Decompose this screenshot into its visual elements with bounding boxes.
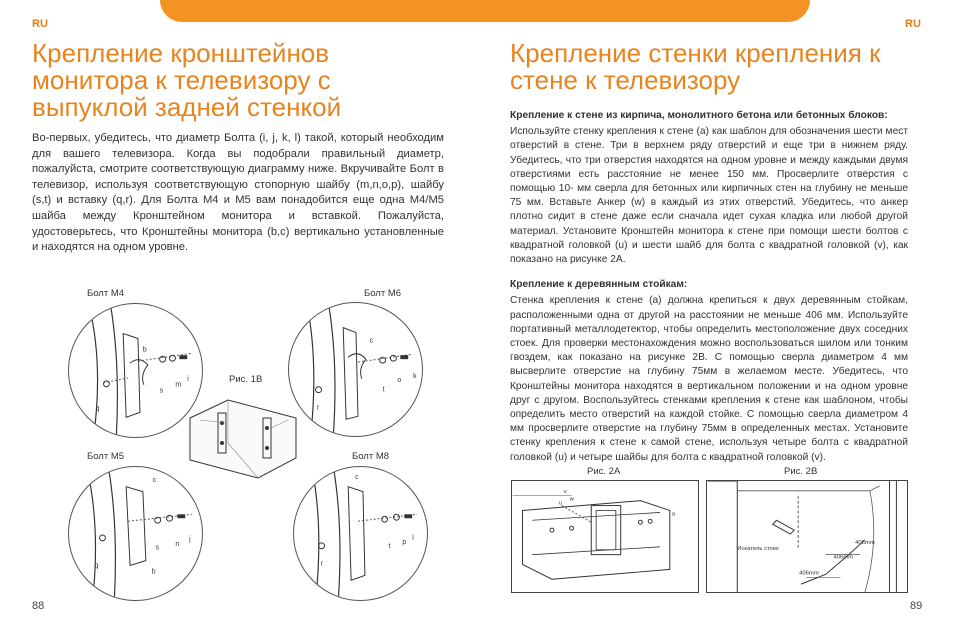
letter-k: k (413, 372, 417, 380)
language-label-left: RU (32, 18, 48, 30)
stud-finder-label: Искатель стоек (737, 545, 779, 552)
letter-w: w (569, 496, 574, 503)
bolt-m4-diagram (68, 303, 203, 438)
letter-n: n (175, 540, 180, 548)
letter-r: r (316, 404, 319, 412)
bolt-m5-label: Болт M5 (87, 451, 125, 462)
letter-v: v (563, 488, 567, 495)
dim-bottom-label: 406mm (799, 570, 819, 577)
letter-c: c (355, 473, 359, 481)
bolt-m6-diagram (288, 302, 423, 437)
section-brick-body: Используйте стенку крепления к стене (a) как шаблон для обозначения шести мест отверстий в стене. Три в верхнем ряду отверстий и еще три в нижнем ряду. Убедитесь, что три отверстия находятся на одном уровне и между каждыми двумя отверстиями есть расстояние не менее 150 мм. Просверлите отверстия с помощью 10- мм сверла для бетонных или кирпичных стен на глубину не меньше 75 мм. Вставьте Анкер (w) в каждый из этих отверстий. Убедитесь, что анкер плотно сидит в стене даже если сначала идет сухая кладка или любой другой материал. Установите Кронштейн монитора к стене при помощи шести болтов с квадратной головкой (u) и шести шайб для болта с квадратной головкой (v), как показано на рисунке 2A. (510, 126, 908, 266)
letter-s: s (159, 387, 164, 395)
fig-2b-label: Рис. 2B (784, 466, 818, 477)
language-label-right: RU (905, 18, 921, 30)
fig-2a-diagram (511, 480, 699, 593)
fig-1b-drawing (188, 398, 298, 480)
fig-2b-diagram (706, 480, 908, 593)
letter-q: q (94, 562, 99, 570)
page-number-left: 88 (32, 600, 45, 612)
page-number-right: 89 (910, 600, 923, 612)
fig-1b-label: Рис. 1B (229, 374, 263, 385)
letter-b: b (142, 346, 147, 354)
left-page-body: Во-первых, убедитесь, что диаметр Болта (i, j, k, l) такой, который необходим для вашего телевизора. Когда вы подобрали правильный диаметр, пожалуйста, смотрите соответствующую диаграмму ниже. Вкручивайте Болт в телевизор, используя соответствующую стопорную шайбу (m,n,o,p), шайбу (s,t) и вставку (q,r). Для Болта M4 и M5 вам понадобится еще одна M4/M5 шайба между Кронштейном монитора и вставкой. Пожалуйста, удостоверьтесь, что Кронштейны монитора (b,c) вертикально установленные и находятся на одном уровне. (32, 132, 444, 254)
letter-t: t (382, 386, 385, 394)
letter-u: u (558, 500, 563, 507)
fig-2a-drawing (512, 481, 698, 592)
letter-m: m (175, 381, 182, 389)
section-wood-body: Стенка крепления к стене (a) должна крепиться к двух деревянным стойкам, расположенными одна от другой на расстоянии не меньше 406 мм. Используйте портативный металлодетектор, чтобы определить местоположение двух соседних стоек. Для проверки местонахождения можно воспользоваться шилом или тонким гвоздем, как показано на рисунке 2B. С помощью сверла диаметром 4 мм высверлите отверстие на глубину 75мм в желаемом месте. Убедитесь, что Кронштейны монитора находятся в вертикальном положении и на одном уровне друг с другом. Воспользуйтесь стенками крепления к стене как шаблоном, чтобы определить место отверстий на каждой стойке. С помощью сверла диаметром 4 мм просверлите отверстие на глубину 75мм в определенных местах. Установите стенку крепления к стене к самой стене, используя четыре болта с квадратной головкой (u) и четыре шайбы для болта с квадратной головкой (v). (510, 295, 908, 463)
letter-r: r (320, 560, 323, 568)
section-wood-heading: Крепление к деревянным стойкам: (510, 279, 688, 291)
letter-l: l (412, 534, 414, 542)
section-brick-heading: Крепление к стене из кирпича, монолитного бетона или бетонных блоков: (510, 110, 888, 121)
dim-mid-label: 406mm (833, 554, 854, 561)
letter-j: j (189, 535, 191, 543)
fig-2a-label: Рис. 2A (587, 466, 621, 477)
letter-a: a (671, 511, 676, 518)
bolt-m4-drawing (69, 304, 202, 437)
letter-o: o (397, 376, 402, 384)
bolt-m6-drawing (289, 303, 422, 436)
bolt-m5-drawing (69, 467, 202, 600)
left-page-title: Крепление кронштейнов монитора к телевизору с выпуклой задней стенкой (32, 38, 342, 122)
bolt-m8-label: Болт M8 (352, 451, 390, 462)
letter-q: q (95, 405, 100, 413)
letter-s: s (155, 544, 160, 552)
right-page-body (510, 109, 908, 467)
letter-b: b (151, 568, 156, 576)
dim-top-label: 406mm (855, 539, 875, 546)
bolt-m6-label: Болт M6 (364, 288, 402, 299)
bolt-m8-drawing (294, 467, 427, 600)
right-page-title: Крепление стенки крепления к стене к телевизору (510, 38, 881, 95)
bolt-m8-diagram (293, 466, 428, 601)
letter-i: i (187, 375, 189, 383)
letter-c: c (152, 476, 157, 484)
bolt-m4-label: Болт M4 (87, 288, 125, 299)
letter-t: t (388, 542, 391, 550)
bolt-m5-diagram (68, 466, 203, 601)
header-orange-tab (160, 0, 810, 22)
letter-p: p (402, 538, 407, 546)
letter-c: c (369, 337, 374, 345)
fig-2b-drawing (707, 481, 907, 592)
fig-1b-diagram (188, 398, 298, 480)
